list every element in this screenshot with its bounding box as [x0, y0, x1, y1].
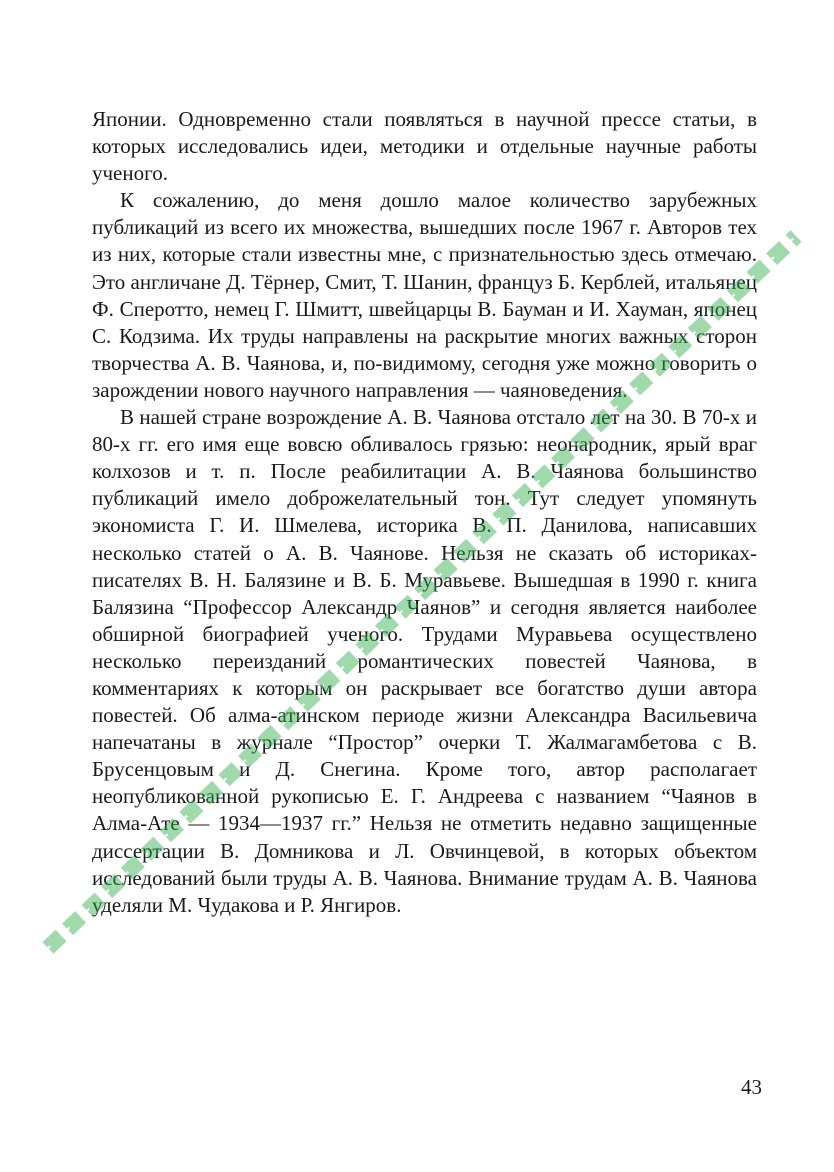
paragraph-1: Японии. Одновременно стали появляться в научной прессе статьи, в которых исследовались идеи, методики и отдельные научные работы ученого.	[92, 107, 757, 186]
paragraph-3: В нашей стране возрождение А. В. Чаянова отстало лет на 30. В 70-х и 80-х гг. его имя еще вовсю обливалось грязью: неонародник, ярый враг колхозов и т. п. После реабилитации А. В. Чаянова большинство публикаций имело доброжелательный тон. Тут следует упомянуть экономиста Г. И. Шмелева, историка В. П. Данилова, написавших несколько статей о А. В. Чаянове. Нельзя не сказать об историках-писателях В. Н. Балязине и В. Б. Муравьеве. Вышедшая в 1990 г. книга Балязина “Профессор Александр Чаянов” и сегодня является наиболее обширной биографией ученого. Трудами Муравьева осуществлено несколько переизданий романтических повестей Чаянова, в комментариях к которым он раскрывает все богатство души автора повестей. Об алма-атинском периоде жизни Александра Васильевича напечатаны в журнале “Простор” очерки Т. Жалмагамбетова с В. Брусенцовым и Д. Снегина. Кроме того, автор располагает неопубликованной рукописью Е. Г. Андреева с названием “Чаянов в Алма-Ате — 1934—1937 гг.” Нельзя не отметить недавно защищенные диссертации В. Домникова и Л. Овчинцевой, в которых объектом исследований были труды А. В. Чаянова. Внимание трудам А. В. Чаянова уделяли М. Чудакова и Р. Янгиров.	[92, 405, 757, 917]
paragraph-2: К сожалению, до меня дошло малое количество зарубежных публикаций из всего их множества, вышедших после 1967 г. Авторов тех из них, которые стали известны мне, с признательностью здесь отмечаю. Это англичане Д. Тёрнер, Смит, Т. Шанин, француз Б. Керблей, итальянец Ф. Сперотто, немец Г. Шмитт, швейцарцы В. Бауман и И. Хауман, японец С. Кодзима. Их труды направлены на раскрытие многих важных сторон творчества А. В. Чаянова, и, по-видимому, сегодня уже можно говорить о зарождении нового научного направления — чаяноведения.	[92, 188, 757, 402]
body-text	[92, 106, 757, 919]
page-number: 43	[741, 1075, 762, 1099]
